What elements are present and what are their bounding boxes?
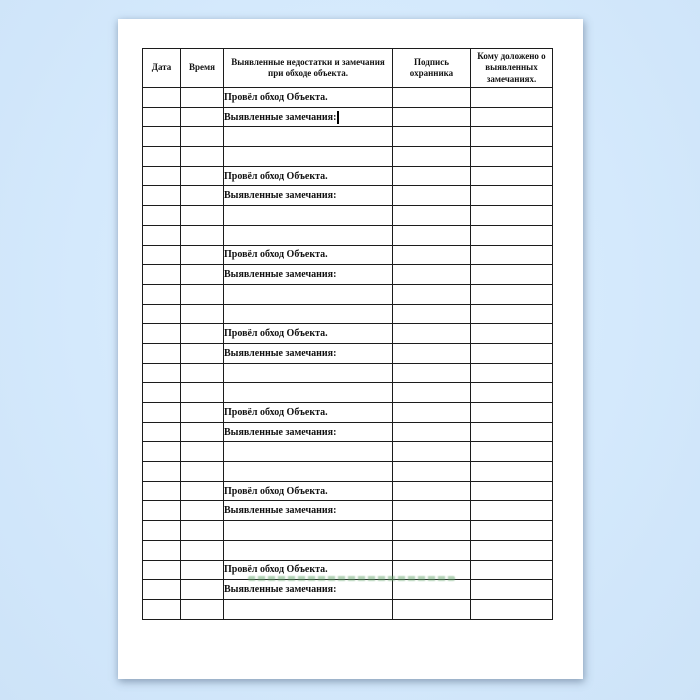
reported-cell [471, 442, 553, 462]
table-row [143, 304, 553, 324]
reported-cell [471, 166, 553, 186]
date-cell [143, 206, 181, 226]
remarks-cell [224, 363, 393, 383]
time-cell [181, 501, 224, 521]
reported-cell [471, 284, 553, 304]
remarks-cell [224, 501, 393, 521]
reported-cell [471, 599, 553, 619]
time-cell [181, 265, 224, 285]
reported-cell [471, 186, 553, 206]
remarks-cell [224, 481, 393, 501]
remarks-cell [224, 403, 393, 423]
table-row [143, 383, 553, 403]
date-cell [143, 284, 181, 304]
signature-cell [393, 147, 471, 167]
date-cell [143, 540, 181, 560]
remarks-text: Провёл обход Объекта. [224, 170, 328, 182]
remarks-cell [224, 462, 393, 482]
date-cell [143, 88, 181, 108]
time-cell [181, 245, 224, 265]
remarks-cell [224, 88, 393, 108]
signature-cell [393, 442, 471, 462]
table-row [143, 481, 553, 501]
remarks-cell [224, 422, 393, 442]
table-row [143, 127, 553, 147]
reported-cell [471, 481, 553, 501]
date-cell [143, 363, 181, 383]
time-cell [181, 422, 224, 442]
table-row [143, 442, 553, 462]
header-remarks: Выявленные недостатки и замечания при обходе объекта. [224, 49, 393, 88]
remarks-cell [224, 343, 393, 363]
table-row [143, 422, 553, 442]
reported-cell [471, 363, 553, 383]
reported-cell [471, 147, 553, 167]
reported-cell [471, 462, 553, 482]
date-cell [143, 186, 181, 206]
remarks-cell [224, 265, 393, 285]
reported-cell [471, 245, 553, 265]
date-cell [143, 265, 181, 285]
time-cell [181, 107, 224, 127]
time-cell [181, 186, 224, 206]
remarks-cell [224, 580, 393, 600]
signature-cell [393, 304, 471, 324]
date-cell [143, 245, 181, 265]
reported-cell [471, 107, 553, 127]
signature-cell [393, 206, 471, 226]
table-row [143, 265, 553, 285]
date-cell [143, 343, 181, 363]
date-cell [143, 481, 181, 501]
signature-cell [393, 245, 471, 265]
signature-cell [393, 403, 471, 423]
table-row [143, 599, 553, 619]
remarks-cell [224, 304, 393, 324]
remarks-text: Провёл обход Объекта. [224, 328, 328, 340]
signature-cell [393, 324, 471, 344]
date-cell [143, 383, 181, 403]
remarks-text: Выявленные замечания: [224, 190, 337, 202]
reported-cell [471, 304, 553, 324]
remarks-cell [224, 442, 393, 462]
remarks-text: Провёл обход Объекта. [224, 249, 328, 261]
reported-cell [471, 383, 553, 403]
signature-cell [393, 284, 471, 304]
document-page [118, 19, 583, 679]
reported-cell [471, 580, 553, 600]
table-row [143, 206, 553, 226]
signature-cell [393, 580, 471, 600]
time-cell [181, 304, 224, 324]
reported-cell [471, 225, 553, 245]
time-cell [181, 166, 224, 186]
reported-cell [471, 403, 553, 423]
signature-cell [393, 383, 471, 403]
table-row [143, 324, 553, 344]
signature-cell [393, 481, 471, 501]
remarks-cell [224, 225, 393, 245]
time-cell [181, 284, 224, 304]
date-cell [143, 560, 181, 580]
remarks-cell [224, 245, 393, 265]
table-row [143, 107, 553, 127]
table-row [143, 501, 553, 521]
remarks-cell [224, 127, 393, 147]
signature-cell [393, 343, 471, 363]
remarks-cell [224, 284, 393, 304]
time-cell [181, 540, 224, 560]
remarks-cell [224, 147, 393, 167]
table-row [143, 166, 553, 186]
signature-cell [393, 560, 471, 580]
table-row [143, 363, 553, 383]
signature-cell [393, 501, 471, 521]
remarks-cell [224, 540, 393, 560]
table-row [143, 245, 553, 265]
reported-cell [471, 343, 553, 363]
reported-cell [471, 206, 553, 226]
time-cell [181, 383, 224, 403]
table-row [143, 88, 553, 108]
reported-cell [471, 540, 553, 560]
remarks-text: Провёл обход Объекта. [224, 406, 328, 418]
table-row [143, 284, 553, 304]
remarks-cell [224, 599, 393, 619]
date-cell [143, 324, 181, 344]
remarks-text: Выявленные замечания: [224, 426, 337, 438]
time-cell [181, 206, 224, 226]
date-cell [143, 304, 181, 324]
time-cell [181, 127, 224, 147]
header-time: Время [181, 49, 224, 88]
date-cell [143, 580, 181, 600]
remarks-cell [224, 107, 393, 127]
header-reported: Кому доложено о выявленных замечаниях. [471, 49, 553, 88]
table-row [143, 560, 553, 580]
signature-cell [393, 540, 471, 560]
date-cell [143, 166, 181, 186]
remarks-cell [224, 186, 393, 206]
signature-cell [393, 225, 471, 245]
time-cell [181, 560, 224, 580]
table-row [143, 540, 553, 560]
date-cell [143, 422, 181, 442]
table-row [143, 580, 553, 600]
date-cell [143, 127, 181, 147]
date-cell [143, 462, 181, 482]
date-cell [143, 521, 181, 541]
signature-cell [393, 599, 471, 619]
patrol-log-table [142, 48, 553, 620]
table-row [143, 186, 553, 206]
date-cell [143, 442, 181, 462]
time-cell [181, 521, 224, 541]
table-header [143, 49, 553, 88]
time-cell [181, 462, 224, 482]
time-cell [181, 580, 224, 600]
table-body [143, 88, 553, 620]
reported-cell [471, 265, 553, 285]
remarks-text: Провёл обход Объекта. [224, 564, 328, 576]
remarks-text: Выявленные замечания: [224, 269, 337, 281]
reported-cell [471, 127, 553, 147]
remarks-cell [224, 560, 393, 580]
time-cell [181, 481, 224, 501]
signature-cell [393, 127, 471, 147]
header-date: Дата [143, 49, 181, 88]
date-cell [143, 501, 181, 521]
reported-cell [471, 501, 553, 521]
text-caret [337, 111, 339, 124]
remarks-cell [224, 206, 393, 226]
remarks-cell [224, 324, 393, 344]
remarks-text: Выявленные замечания: [224, 584, 337, 596]
time-cell [181, 147, 224, 167]
remarks-text: Выявленные замечания: [224, 505, 337, 517]
signature-cell [393, 422, 471, 442]
time-cell [181, 599, 224, 619]
table-row [143, 403, 553, 423]
date-cell [143, 107, 181, 127]
reported-cell [471, 521, 553, 541]
time-cell [181, 88, 224, 108]
time-cell [181, 363, 224, 383]
time-cell [181, 403, 224, 423]
header-row [143, 49, 553, 88]
remarks-cell [224, 521, 393, 541]
date-cell [143, 147, 181, 167]
signature-cell [393, 186, 471, 206]
time-cell [181, 343, 224, 363]
time-cell [181, 324, 224, 344]
time-cell [181, 442, 224, 462]
remarks-text: Выявленные замечания: [224, 347, 337, 359]
signature-cell [393, 363, 471, 383]
signature-cell [393, 166, 471, 186]
time-cell [181, 225, 224, 245]
table-row [143, 343, 553, 363]
remarks-cell [224, 166, 393, 186]
signature-cell [393, 107, 471, 127]
reported-cell [471, 324, 553, 344]
header-signature: Подпись охранника [393, 49, 471, 88]
date-cell [143, 225, 181, 245]
signature-cell [393, 265, 471, 285]
date-cell [143, 403, 181, 423]
signature-cell [393, 88, 471, 108]
reported-cell [471, 422, 553, 442]
remarks-cell [224, 383, 393, 403]
reported-cell [471, 560, 553, 580]
remarks-text: Провёл обход Объекта. [224, 91, 328, 103]
table-row [143, 462, 553, 482]
remarks-text: Провёл обход Объекта. [224, 485, 328, 497]
table-row [143, 147, 553, 167]
signature-cell [393, 521, 471, 541]
reported-cell [471, 88, 553, 108]
remarks-text: Выявленные замечания: [224, 111, 337, 123]
table-row [143, 521, 553, 541]
date-cell [143, 599, 181, 619]
signature-cell [393, 462, 471, 482]
table-row [143, 225, 553, 245]
